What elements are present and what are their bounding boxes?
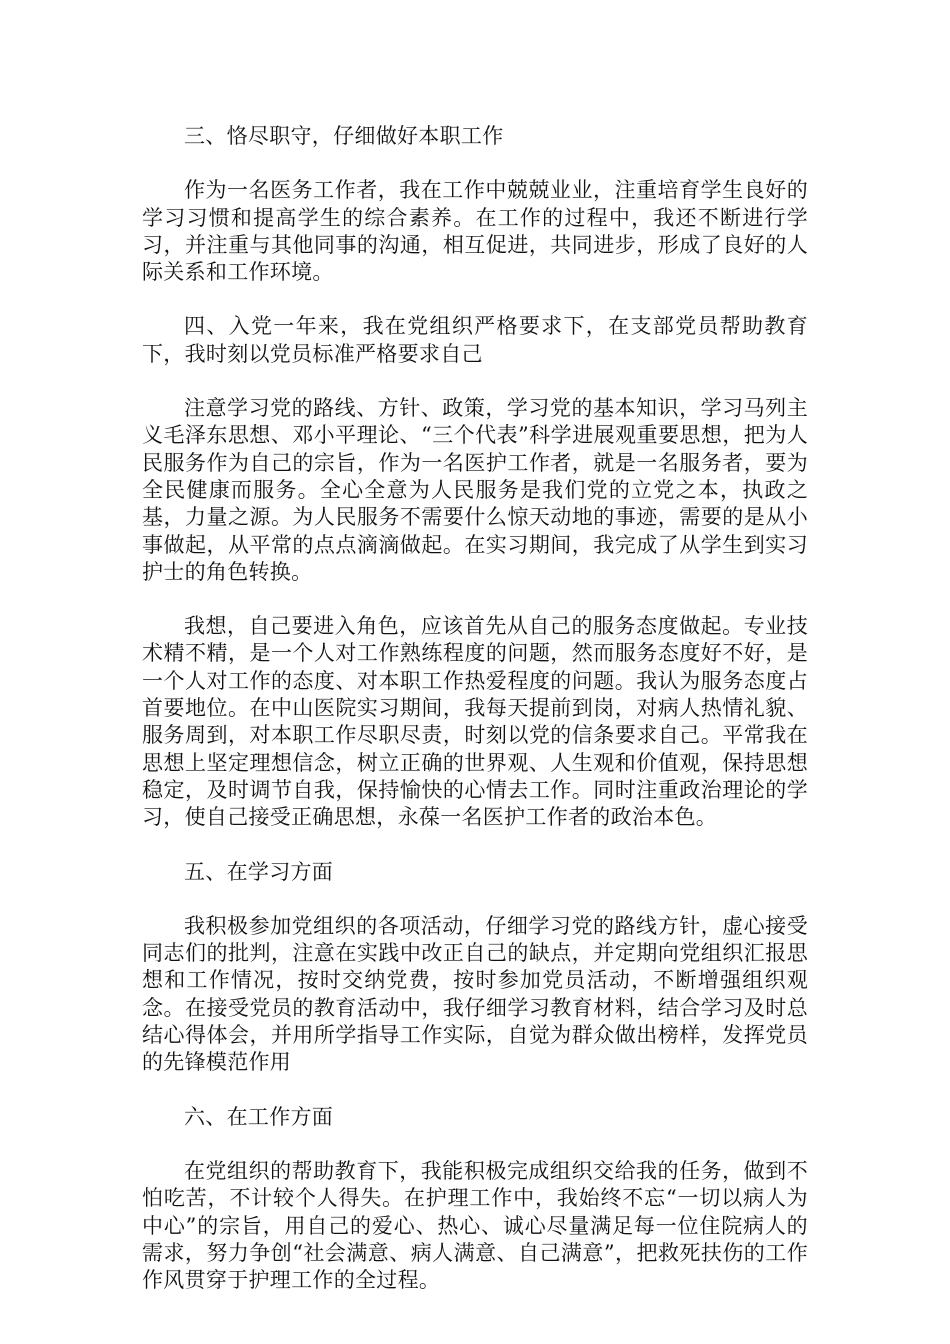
section-heading-5: 五、在学习方面 (184, 859, 334, 884)
section-heading-3: 三、恪尽职守，仔细做好本职工作 (184, 124, 504, 148)
section-heading-4: 四、入党一年来，我在党组织严格要求下，在支部党员帮助教育下，我时刻以党员标准严格要求自己 (142, 314, 808, 366)
paragraph: 注意学习党的路线、方针、政策，学习党的基本知识，学习马列主义毛泽东思想、邓小平理论、“三个代表”科学进展观重要思想，把为人民服务作为自己的宗旨，作为一名医护工作者，就是一名服务者，要为全民健康而服务。全心全意为人民服务是我们党的立党之本，执政之基，力量之源。为人民服务不需要什么惊天动地的事迹，需要的是从小事做起，从平常的点点滴滴做起。在实习期间，我完成了从学生到实习护士的角色转换。 (142, 396, 808, 584)
paragraph: 我想，自己要进入角色，应该首先从自己的服务态度做起。专业技术精不精，是一个人对工作熟练程度的问题，然而服务态度好不好，是一个人对工作的态度、对本职工作热爱程度的问题。我认为服务态度占首要地位。在中山医院实习期间，我每天提前到岗，对病人热情礼貌、服务周到，对本职工作尽职尽责，时刻以党的信条要求自己。平常我在思想上坚定理想信念，树立正确的世界观、人生观和价值观，保持思想稳定，及时调节自我，保持愉快的心情去工作。同时注重政治理论的学习，使自己接受正确思想，永葆一名医护工作者的政治本色。 (142, 614, 808, 830)
section-heading-6: 六、在工作方面 (184, 1104, 334, 1129)
paragraph: 在党组织的帮助教育下，我能积极完成组织交给我的任务，做到不怕吃苦，不计较个人得失。在护理工作中，我始终不忘“一切以病人为中心”的宗旨，用自己的爱心、热心、诚心尽量满足每一位住院病人的需求，努力争创“社会满意、病人满意、自己满意”，把救死扶伤的工作作风贯穿于护理工作的全过程。 (142, 1158, 808, 1293)
document-body (142, 123, 808, 1321)
paragraph: 我积极参加党组织的各项活动，仔细学习党的路线方针，虚心接受同志们的批判，注意在实践中改正自己的缺点，并定期向党组织汇报思想和工作情况，按时交纳党费，按时参加党员活动，不断增强组织观念。在接受党员的教育活动中，我仔细学习教育材料，结合学习及时总结心得体会，并用所学指导工作实际，自觉为群众做出榜样，发挥党员的先锋模范作用 (142, 913, 808, 1075)
paragraph: 作为一名医务工作者，我在工作中兢兢业业，注重培育学生良好的学习习惯和提高学生的综合素养。在工作的过程中，我还不断进行学习，并注重与其他同事的沟通，相互促进，共同进步，形成了良好的人际关系和工作环境。 (142, 178, 808, 285)
